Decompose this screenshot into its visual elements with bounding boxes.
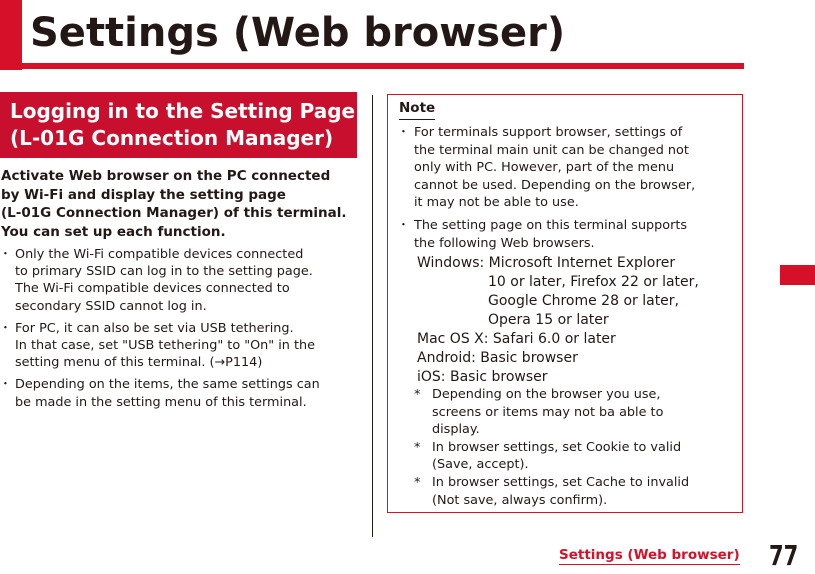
- section-heading: [0, 92, 357, 158]
- asterisk-notes: [414, 386, 734, 509]
- bullet-line: ・ Depending on the items, the same settings can: [15, 377, 320, 393]
- note-line: it may not be able to use.: [414, 195, 579, 211]
- browser-mac: Mac OS X: Safari 6.0 or later: [417, 331, 616, 347]
- asterisk-line: screens or items may not ba able to: [432, 404, 664, 420]
- note-item: [399, 124, 735, 212]
- section-heading-line: Logging in to the Setting Page: [10, 99, 356, 123]
- page-title: Settings (Web browser): [30, 10, 566, 56]
- bullet-item: [1, 376, 361, 410]
- intro-paragraph: [1, 167, 361, 241]
- column-divider: [372, 95, 373, 537]
- browser-list: [417, 254, 699, 387]
- chapter-side-tab: [780, 265, 815, 285]
- asterisk-item: [414, 439, 734, 474]
- note-line: cannot be used. Depending on the browser,: [414, 177, 696, 193]
- browser-windows-cont: Google Chrome 28 or later,: [488, 293, 679, 309]
- browser-ios: iOS: Basic browser: [417, 369, 548, 385]
- browser-windows-cont: 10 or later, Firefox 22 or later,: [488, 274, 699, 290]
- asterisk-line: * Depending on the browser you use,: [432, 387, 661, 402]
- note-box: [387, 94, 743, 513]
- bullet-line: be made in the setting menu of this terminal.: [15, 394, 307, 410]
- intro-line: by Wi-Fi and display the setting page: [1, 186, 286, 203]
- bullet-line: to primary SSID can log in to the setting page.: [15, 264, 313, 280]
- browser-windows: Windows: Microsoft Internet Explorer: [417, 255, 676, 271]
- section-heading-line: (L-01G Connection Manager): [10, 126, 334, 150]
- intro-line: Activate Web browser on the PC connected: [1, 168, 331, 184]
- asterisk-line: display.: [432, 422, 480, 438]
- bullet-item: [1, 320, 361, 372]
- note-line: ・ The setting page on this terminal supports: [414, 217, 688, 233]
- note-item: [399, 217, 735, 252]
- asterisk-item: [414, 474, 734, 509]
- note-title: Note: [399, 98, 435, 120]
- page-number: 77: [769, 539, 799, 572]
- bullet-item: [1, 246, 361, 315]
- bullet-line: The Wi-Fi compatible devices connected to: [15, 281, 290, 297]
- bullet-line: secondary SSID cannot log in.: [15, 298, 207, 314]
- bullet-line: ・ Only the Wi-Fi compatible devices connected: [15, 247, 304, 262]
- intro-line: (L-01G Connection Manager) of this terminal.: [1, 205, 347, 221]
- note-line: ・ For terminals support browser, settings of: [414, 125, 683, 140]
- asterisk-line: (Not save, always confirm).: [432, 492, 608, 508]
- bullet-line: ・ For PC, it can also be set via USB tethering.: [15, 320, 294, 336]
- bullet-line: In that case, set "USB tethering" to "On" in the: [15, 338, 315, 354]
- note-line: only with PC. However, part of the menu: [414, 160, 675, 176]
- footer-section-label: Settings (Web browser): [559, 547, 740, 563]
- note-list: [399, 124, 735, 257]
- asterisk-item: [414, 386, 734, 439]
- bullet-list: [1, 246, 361, 416]
- asterisk-line: (Save, accept).: [432, 457, 529, 473]
- title-underline: [22, 63, 744, 69]
- intro-line: You can set up each function.: [1, 223, 226, 240]
- asterisk-line: * In browser settings, set Cache to invalid: [432, 474, 690, 490]
- bullet-line: setting menu of this terminal. (→P114): [15, 355, 263, 371]
- title-accent-bar: [0, 0, 22, 70]
- asterisk-line: * In browser settings, set Cookie to valid: [432, 439, 682, 455]
- note-line: the terminal main unit can be changed not: [414, 142, 689, 158]
- note-line: the following Web browsers.: [414, 235, 595, 251]
- browser-android: Android: Basic browser: [417, 350, 578, 366]
- browser-windows-cont: Opera 15 or later: [488, 312, 609, 328]
